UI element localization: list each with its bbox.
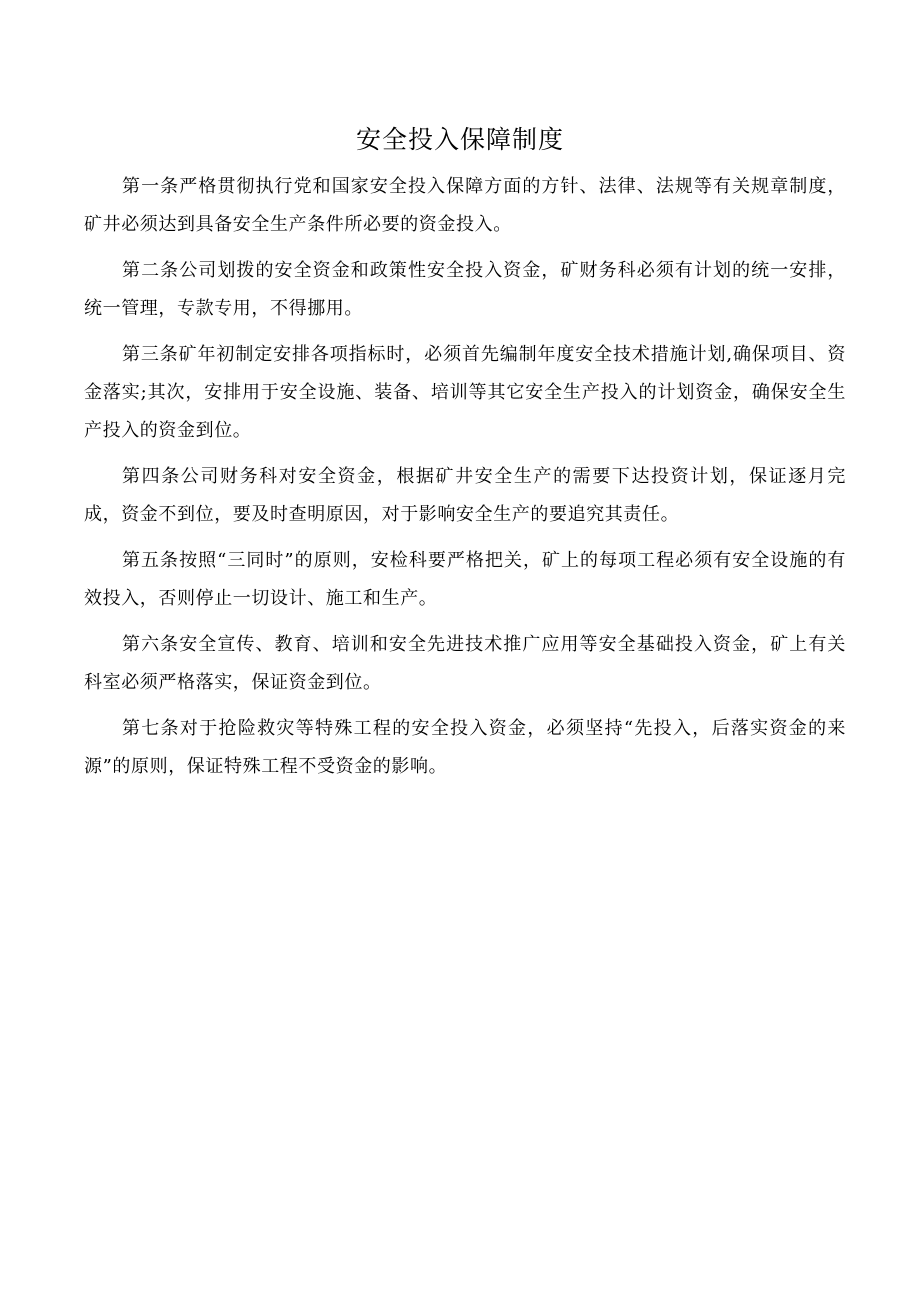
document-title: 安全投入保障制度: [355, 125, 564, 154]
article-1: 第一条严格贯彻执行党和国家安全投入保障方面的方针、法律、法规等有关规章制度，矿井必须达到具备安全生产条件所必要的资金投入。: [84, 176, 846, 235]
article-3: 第三条矿年初制定安排各项指标时，必须首先编制年度安全技术措施计划,确保项目、资金落实;其次，安排用于安全设施、装备、培训等其它安全生产投入的计划资金，确保安全生产投入的资金到位。: [84, 344, 846, 441]
article-5: 第五条按照“三同时”的原则，安检科要严格把关，矿上的每项工程必须有安全设施的有效投入，否则停止一切设计、施工和生产。: [84, 550, 846, 609]
article-4: 第四条公司财务科对安全资金，根据矿井安全生产的需要下达投资计划，保证逐月完成，资金不到位，要及时查明原因，对于影响安全生产的要追究其责任。: [84, 466, 846, 525]
article-2: 第二条公司划拨的安全资金和政策性安全投入资金，矿财务科必须有计划的统一安排，统一管理，专款专用，不得挪用。: [84, 260, 846, 319]
article-list: [84, 168, 846, 794]
article-7: 第七条对于抢险救灾等特殊工程的安全投入资金，必须坚持“先投入，后落实资金的来源”的原则，保证特殊工程不受资金的影响。: [84, 718, 846, 777]
article-6: 第六条安全宣传、教育、培训和安全先进技术推广应用等安全基础投入资金，矿上有关科室必须严格落实，保证资金到位。: [84, 634, 846, 693]
